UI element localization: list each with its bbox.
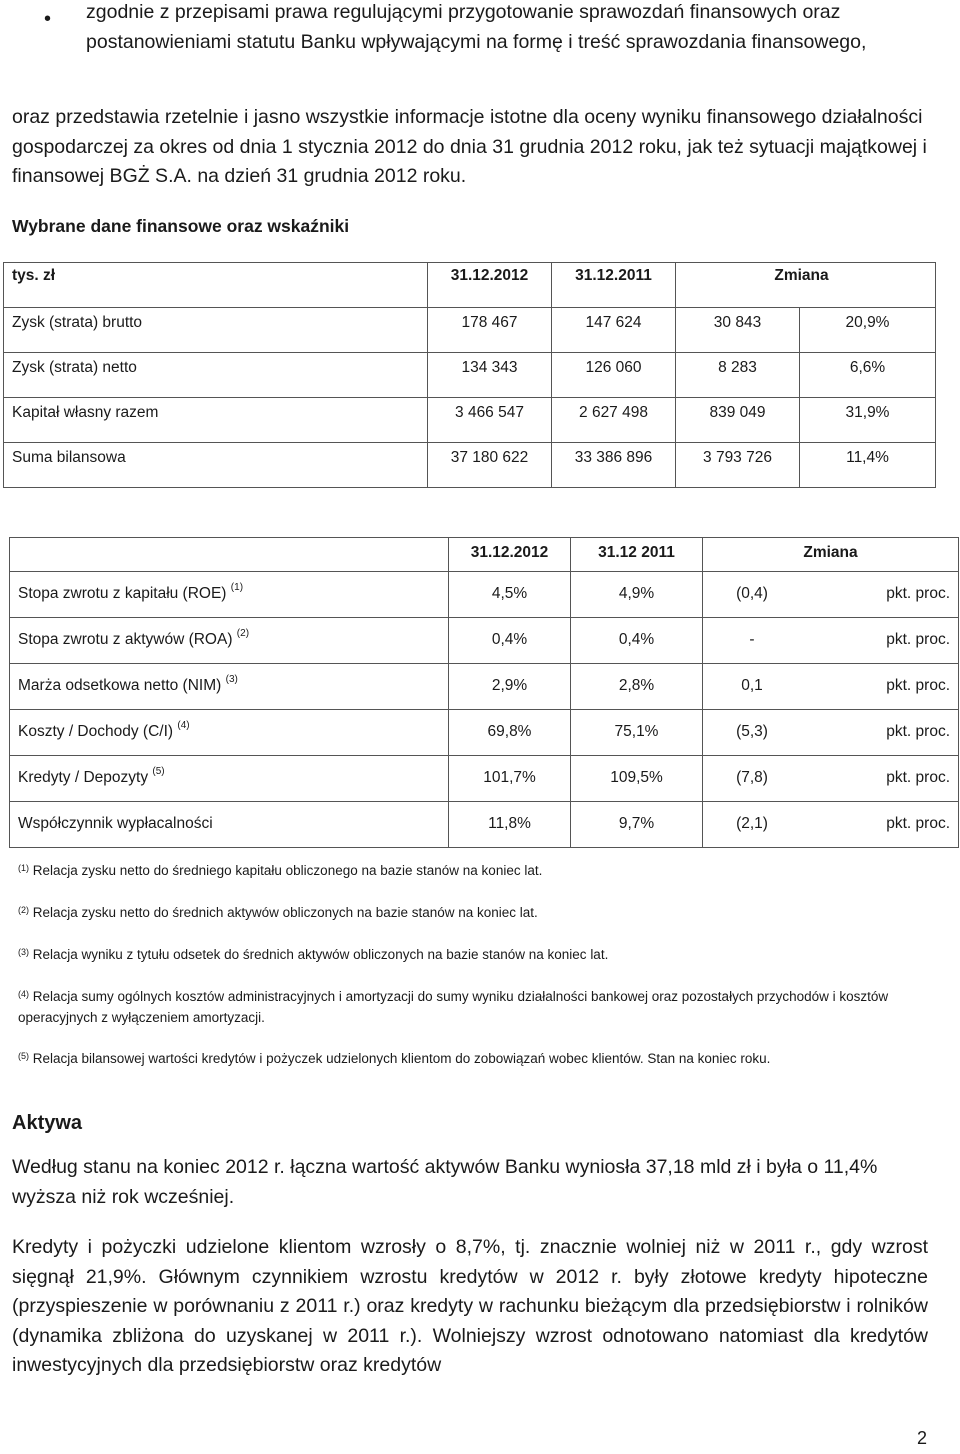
- table1-header-row: [4, 263, 936, 308]
- assets-paragraph-1: Według stanu na koniec 2012 r. łączna wartość aktywów Banku wyniosła 37,18 mld zł i była o 11,4% wyższa niż rok wcześniej.: [12, 1156, 878, 1208]
- table-row: [4, 353, 936, 398]
- table2-header-change: Zmiana: [703, 538, 959, 572]
- ratio-change: [703, 618, 959, 664]
- row-label: Zysk (strata) brutto: [4, 308, 428, 353]
- value-2011: 2 627 498: [552, 398, 676, 443]
- assets-heading: Aktywa: [12, 1112, 83, 1134]
- ratio-2012: 4,5%: [449, 572, 571, 618]
- value-change: 839 049: [676, 398, 800, 443]
- value-2012: 134 343: [428, 353, 552, 398]
- ratio-2012: 101,7%: [449, 756, 571, 802]
- footnote-text: Relacja sumy ogólnych kosztów administracyjnych i amortyzacji do sumy wyniku działalności bankowej oraz pozostałych przychodów i kosztów operacyjnych z wyłączeniem amortyzacji.: [18, 989, 889, 1025]
- change-unit: pkt. proc.: [886, 631, 950, 648]
- table-row: [10, 664, 959, 710]
- change-unit: pkt. proc.: [886, 585, 950, 602]
- ratio-label: [10, 710, 449, 756]
- assets-paragraph-2: Kredyty i pożyczki udzielone klientom wzrosły o 8,7%, tj. znacznie wolniej niż w 2011 r., gdy wzrost sięgnął 21,9%. Głównym czynnikiem wzrostu kredytów w 2012 r. były złotowe kredyty hipoteczne (przyspieszenie w porównaniu z 2011 r.) oraz kredyty w rachunku bieżącym dla przedsiębiorstw i rolników (dynamika zbliżona do uzyskanej w 2011 r.). Wolniejszy wzrost odnotowano natomiast dla kredytów inwestycyjnych dla przedsiębiorstw oraz kredytów: [12, 1236, 928, 1376]
- value-2012: 37 180 622: [428, 443, 552, 488]
- table-row: [10, 618, 959, 664]
- ratio-label: [10, 618, 449, 664]
- ratio-change: [703, 802, 959, 848]
- value-change-pct: 31,9%: [800, 398, 936, 443]
- value-change-pct: 20,9%: [800, 308, 936, 353]
- ratio-2011: 9,7%: [571, 802, 703, 848]
- table2-header-row: [10, 538, 959, 572]
- table-row: [10, 802, 959, 848]
- table2-header-empty: [10, 538, 449, 572]
- row-label: Zysk (strata) netto: [4, 353, 428, 398]
- table1-header-label: tys. zł: [4, 263, 428, 308]
- change-value: 0,1: [741, 677, 763, 694]
- change-unit: pkt. proc.: [886, 677, 950, 694]
- ratio-name: Współczynnik wypłacalności: [18, 815, 213, 832]
- ratio-name: Stopa zwrotu z kapitału (ROE): [18, 585, 227, 602]
- ratio-change: [703, 664, 959, 710]
- table2-header-2011: 31.12 2011: [571, 538, 703, 572]
- ratios-table: [9, 537, 959, 848]
- footnote-4: [18, 986, 928, 1028]
- table-row: [10, 710, 959, 756]
- ratio-2011: 4,9%: [571, 572, 703, 618]
- footnote-text: Relacja bilansowej wartości kredytów i pożyczek udzielonych klientom do zobowiązań wobec klientów. Stan na koniec roku.: [32, 1051, 771, 1066]
- footnote-ref: (1): [230, 582, 244, 593]
- footnote-mark: (1): [18, 863, 29, 873]
- table-row: [4, 398, 936, 443]
- financial-data-table: [3, 262, 936, 488]
- footnote-ref: (4): [177, 720, 190, 731]
- ratio-2012: 69,8%: [449, 710, 571, 756]
- table-row: [4, 308, 936, 353]
- ratio-2012: 11,8%: [449, 802, 571, 848]
- ratio-2012: 0,4%: [449, 618, 571, 664]
- row-label: Kapitał własny razem: [4, 398, 428, 443]
- change-unit: pkt. proc.: [886, 769, 950, 786]
- table1-header-change: [676, 263, 936, 308]
- change-value: (5,3): [736, 723, 768, 740]
- change-value: -: [749, 631, 755, 648]
- footnote-ref: (5): [152, 766, 165, 777]
- section-title: Wybrane dane finansowe oraz wskaźniki: [12, 216, 350, 236]
- page-number: 2: [917, 1428, 928, 1448]
- footnote-text: Relacja wyniku z tytułu odsetek do średnich aktywów obliczonych na bazie stanów na koniec lat.: [32, 947, 609, 962]
- intro-bullet-text: zgodnie z przepisami prawa regulującymi przygotowanie sprawozdań finansowych oraz postanowieniami statutu Banku wpływającymi na formę i treść sprawozdania finansowego,: [86, 1, 867, 53]
- ratio-name: Koszty / Dochody (C/I): [18, 723, 174, 740]
- value-change: 8 283: [676, 353, 800, 398]
- ratio-name: Kredyty / Depozyty: [18, 769, 149, 786]
- value-2012: 3 466 547: [428, 398, 552, 443]
- footnote-text: Relacja zysku netto do średniego kapitału obliczonego na bazie stanów na koniec lat.: [32, 863, 543, 878]
- value-2011: 126 060: [552, 353, 676, 398]
- ratio-2012: 2,9%: [449, 664, 571, 710]
- change-unit: pkt. proc.: [886, 723, 950, 740]
- ratio-name: Stopa zwrotu z aktywów (ROA): [18, 631, 233, 648]
- footnote-1: [18, 860, 928, 881]
- ratio-2011: 75,1%: [571, 710, 703, 756]
- table-row: [10, 572, 959, 618]
- value-change: 3 793 726: [676, 443, 800, 488]
- footnote-mark: (2): [18, 905, 29, 915]
- bullet-dot: •: [44, 8, 52, 30]
- table1-header-2012: 31.12.2012: [428, 263, 552, 308]
- footnote-mark: (5): [18, 1051, 29, 1061]
- ratio-change: [703, 756, 959, 802]
- ratio-label: [10, 756, 449, 802]
- table1-header-2011: 31.12.2011: [552, 263, 676, 308]
- change-unit: pkt. proc.: [886, 815, 950, 832]
- footnote-text: Relacja zysku netto do średnich aktywów obliczonych na bazie stanów na koniec lat.: [32, 905, 538, 920]
- change-value: (2,1): [736, 815, 768, 832]
- footnote-2: [18, 902, 928, 923]
- ratio-change: [703, 710, 959, 756]
- ratio-2011: 109,5%: [571, 756, 703, 802]
- footnote-5: [18, 1048, 928, 1069]
- ratio-2011: 0,4%: [571, 618, 703, 664]
- value-2011: 147 624: [552, 308, 676, 353]
- ratio-label: [10, 572, 449, 618]
- table-row: [4, 443, 936, 488]
- ratio-2011: 2,8%: [571, 664, 703, 710]
- ratio-label: [10, 802, 449, 848]
- footnote-ref: (3): [225, 674, 238, 685]
- ratio-name: Marża odsetkowa netto (NIM): [18, 677, 222, 694]
- footnote-ref: (2): [236, 628, 250, 639]
- value-change-pct: 11,4%: [800, 443, 936, 488]
- footnote-mark: (4): [18, 989, 29, 999]
- footnote-mark: (3): [18, 947, 29, 957]
- footnote-3: [18, 944, 928, 965]
- table-row: [10, 756, 959, 802]
- value-change-pct: 6,6%: [800, 353, 936, 398]
- table2-header-2012: 31.12.2012: [449, 538, 571, 572]
- value-2011: 33 386 896: [552, 443, 676, 488]
- change-value: (0,4): [736, 585, 768, 602]
- row-label: Suma bilansowa: [4, 443, 428, 488]
- change-value: (7,8): [736, 769, 768, 786]
- value-change: 30 843: [676, 308, 800, 353]
- ratio-label: [10, 664, 449, 710]
- value-2012: 178 467: [428, 308, 552, 353]
- opinion-paragraph: oraz przedstawia rzetelnie i jasno wszystkie informacje istotne dla oceny wyniku finansowego działalności gospodarczej za okres od dnia 1 stycznia 2012 do dnia 31 grudnia 2012 roku, jak też sytuacji majątkowej i finansowej BGŻ S.A. na dzień 31 grudnia 2012 roku.: [12, 106, 927, 187]
- table1-header-change-label: Zmiana: [774, 267, 829, 284]
- ratio-change: [703, 572, 959, 618]
